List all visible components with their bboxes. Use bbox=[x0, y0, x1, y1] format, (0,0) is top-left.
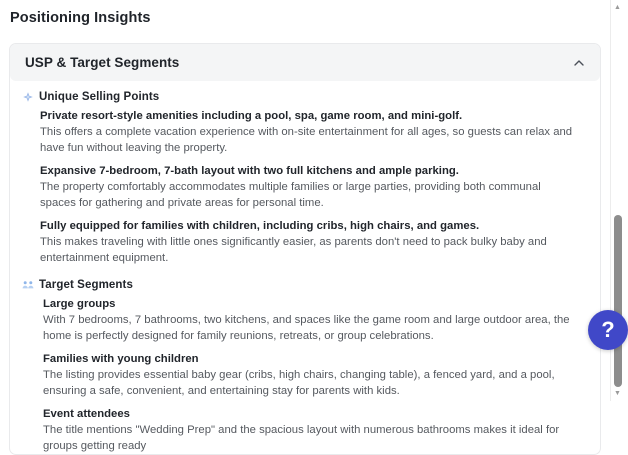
group-heading-label: Unique Selling Points bbox=[39, 91, 160, 103]
scroll-down-arrow-icon[interactable]: ▼ bbox=[614, 390, 621, 397]
group-items-list bbox=[10, 109, 600, 266]
people-group-icon bbox=[22, 279, 34, 291]
list-item bbox=[43, 297, 578, 344]
group-unique-selling-points bbox=[10, 91, 600, 266]
help-button[interactable]: ? bbox=[588, 310, 628, 350]
group-heading-label: Target Segments bbox=[39, 279, 133, 291]
item-title: Private resort-style amenities including a pool, spa, game room, and mini-golf. bbox=[40, 110, 463, 122]
list-item bbox=[43, 352, 578, 399]
group-items-list bbox=[10, 297, 600, 454]
item-description: This makes traveling with little ones significantly easier, as parents don't need to pack bulky baby and entertainment equipment. bbox=[40, 236, 547, 264]
page-title: Positioning Insights bbox=[10, 10, 151, 26]
item-description: This offers a complete vacation experience with on-site entertainment for all ages, so guests can relax and have fun without leaving the property. bbox=[40, 126, 573, 154]
item-description: The property comfortably accommodates multiple families or large parties, providing both communal spaces for gathering and private areas for personal time. bbox=[40, 181, 541, 209]
scrollbar-thumb[interactable] bbox=[614, 215, 622, 387]
item-title: Expansive 7-bedroom, 7-bath layout with two full kitchens and ample parking. bbox=[40, 165, 459, 177]
card-body bbox=[10, 81, 600, 454]
list-item bbox=[40, 109, 578, 156]
item-title: Large groups bbox=[43, 298, 116, 310]
item-title: Fully equipped for families with children, including cribs, high chairs, and games. bbox=[40, 220, 480, 232]
item-description: The title mentions "Wedding Prep" and the spacious layout with numerous bathrooms makes it ideal for groups getting ready bbox=[43, 424, 560, 452]
list-item bbox=[40, 219, 578, 266]
group-target-segments bbox=[10, 279, 600, 454]
card-header-toggle[interactable] bbox=[10, 44, 600, 81]
item-description: With 7 bedrooms, 7 bathrooms, two kitchens, and spaces like the game room and large outdoor area, the home is perfectly designed for family reunions, retreats, or group celebrations. bbox=[43, 314, 570, 342]
item-title: Families with young children bbox=[43, 353, 199, 365]
card-header-title: USP & Target Segments bbox=[25, 55, 180, 70]
sparkle-diamond-icon bbox=[22, 91, 34, 103]
item-description: The listing provides essential baby gear (cribs, high chairs, changing table), a fenced yard, and a pool, ensuring a safe, convenient, and entertaining stay for parents with kids. bbox=[43, 369, 555, 397]
usp-target-segments-card bbox=[9, 43, 601, 455]
list-item bbox=[43, 407, 578, 454]
item-title: Event attendees bbox=[43, 408, 130, 420]
scroll-up-arrow-icon[interactable]: ▲ bbox=[614, 4, 621, 11]
chevron-up-icon[interactable] bbox=[572, 56, 586, 70]
group-heading bbox=[10, 279, 600, 291]
list-item bbox=[40, 164, 578, 211]
group-heading bbox=[10, 91, 600, 103]
